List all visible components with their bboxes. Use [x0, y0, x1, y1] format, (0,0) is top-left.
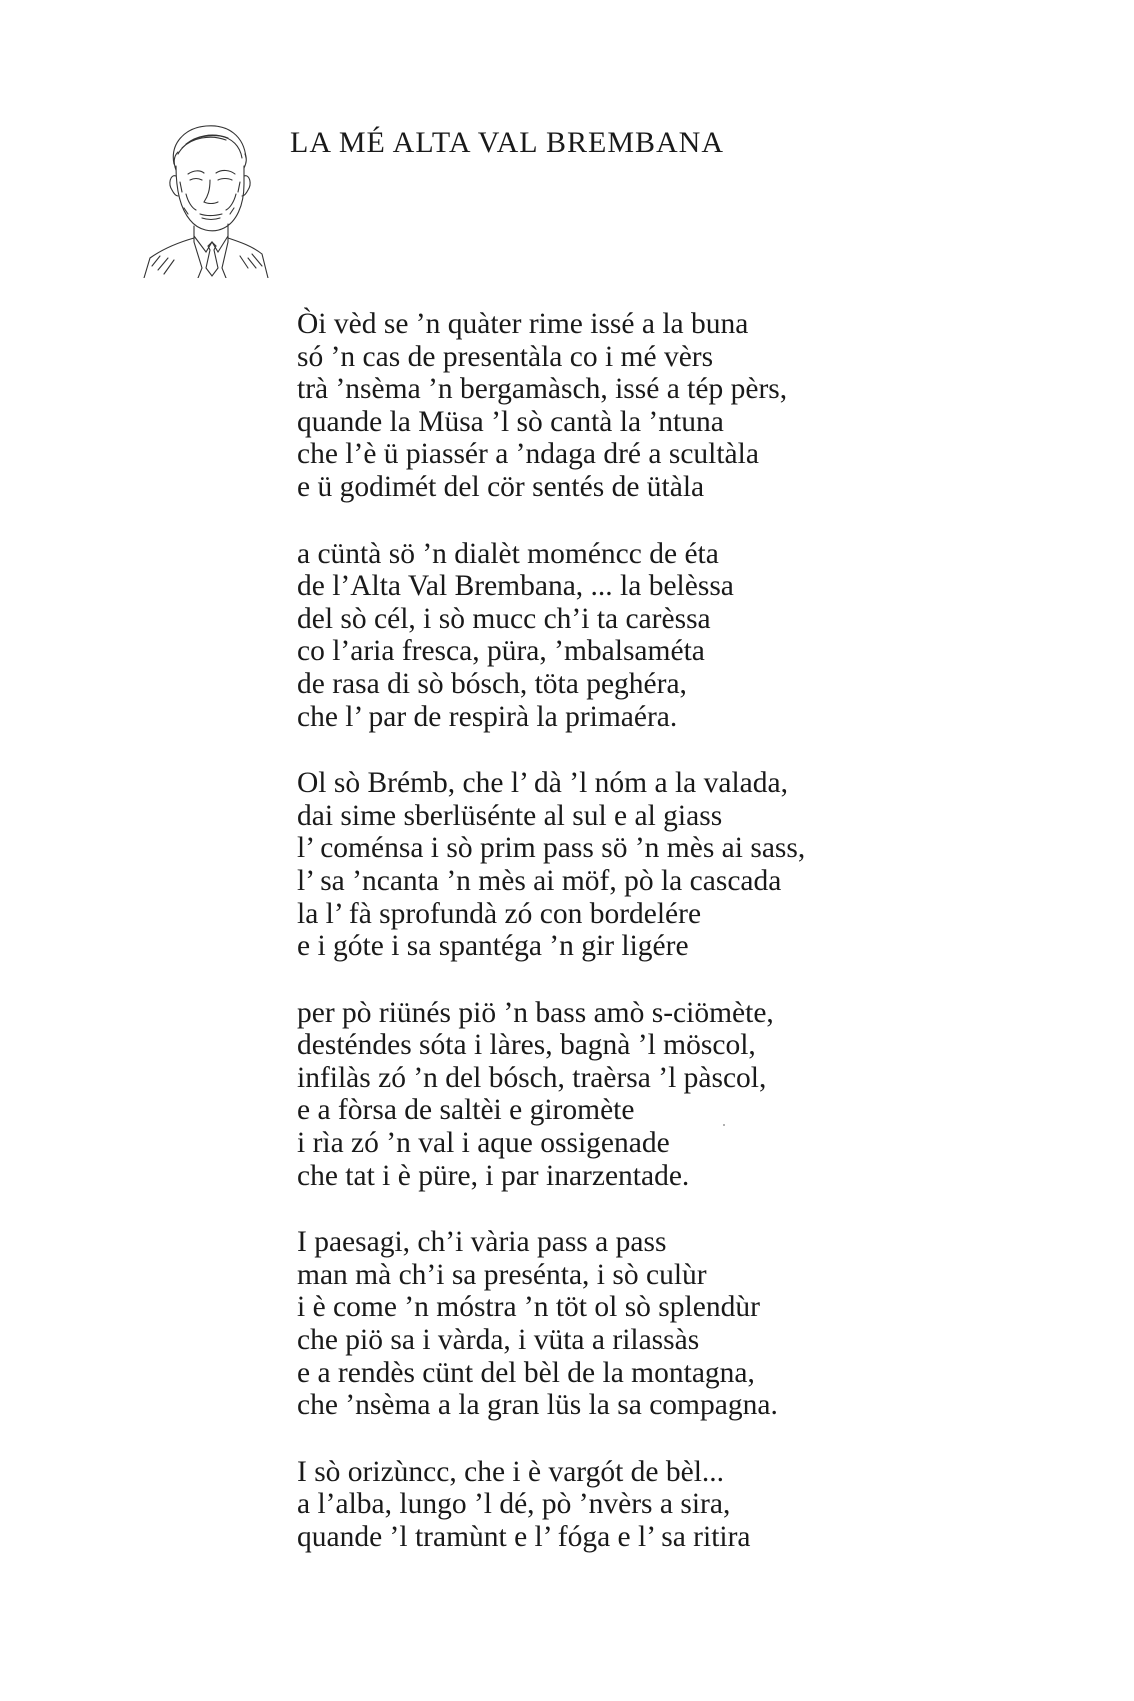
stanza — [297, 538, 1097, 734]
poem-line: e i góte i sa spantéga ’n gir ligére — [297, 930, 689, 963]
poem-line: e ü godimét del cör sentés de ütàla — [297, 470, 705, 503]
author-portrait — [140, 118, 272, 278]
poem-line: che ’nsèma a la gran lüs la sa compagna. — [297, 1389, 778, 1422]
poem-line: e a rendès cünt del bèl de la montagna, — [297, 1356, 755, 1389]
poem-line: co l’aria fresca, püra, ’mbalsaméta — [297, 635, 705, 668]
poem-line: i è come ’n móstra ’n töt ol sò splendùr — [297, 1291, 760, 1324]
poem-line: infilàs zó ’n del bósch, traèrsa ’l pàscol, — [297, 1061, 767, 1094]
poem-body — [297, 308, 1097, 1588]
poem-line: só ’n cas de presentàla co i mé vèrs — [297, 340, 714, 373]
poem-line: e a fòrsa de saltèi e giromète — [297, 1094, 635, 1127]
poem-line: che l’ par de respirà la primaéra. — [297, 700, 678, 733]
stanza — [297, 1226, 1097, 1422]
poem-line: I paesagi, ch’i vària pass a pass — [297, 1226, 667, 1259]
poem-line: l’ coménsa i sò prim pass sö ’n mès ai sass, — [297, 832, 806, 865]
poem-line: Òi vèd se ’n quàter rime issé a la buna — [297, 308, 749, 340]
poem-line: de rasa di sò bósch, töta peghéra, — [297, 667, 687, 700]
poem-line: man mà ch’i sa preséntа, i sò culùr — [297, 1258, 707, 1291]
poem-line: l’ sa ’ncanta ’n mès ai möf, pò la cascada — [297, 864, 782, 897]
poem-line: i rìa zó ’n val i aque ossigenade — [297, 1127, 670, 1160]
poem-line: quande la Müsa ’l sò cantà la ’ntuna — [297, 405, 724, 438]
poem-line: quande ’l tramùnt e l’ fóga e l’ sa ritira — [297, 1521, 751, 1553]
stanza — [297, 308, 1097, 504]
poem-line: de l’Alta Val Brembana, ... la belèssa — [297, 570, 734, 603]
stanza — [297, 997, 1097, 1193]
poem-line: per pò riünés piö ’n bass amò s-ciömète, — [297, 996, 774, 1029]
poem-line: dai sime sberlüsénte al sul e al giass — [297, 799, 723, 832]
print-speck — [723, 1124, 725, 1126]
poem-line: Ol sò Brémb, che l’ dà ’l nóm a la valada, — [297, 767, 788, 800]
stanza — [297, 1456, 1097, 1554]
poem-line: che piö sa i vàrda, i vüta a rilassàs — [297, 1324, 700, 1357]
poem-line: a cüntà sö ’n dialèt moméncc de éta — [297, 537, 719, 570]
poem-line: a l’alba, lungo ’l dé, pò ’nvèrs a sira, — [297, 1488, 731, 1521]
poem-line: la l’ fà sprofundà zó con bordelére — [297, 897, 702, 930]
poem-line: del sò cél, i sò mucc ch’i ta carèssa — [297, 602, 711, 635]
poem-line: desténdes sóta i làres, bagnà ’l möscol, — [297, 1029, 756, 1062]
poem-line: trà ’nsèma ’n bergamàsch, issé a tép pèrs, — [297, 373, 788, 406]
poem-line: I sò orizùncc, che i è vargót de bèl... — [297, 1455, 725, 1488]
poem-line: che tat i è püre, i par inarzentade. — [297, 1159, 690, 1192]
poem-line: che l’è ü piassér a ’ndaga dré a scultàla — [297, 438, 759, 471]
author-portrait-icon — [140, 118, 272, 278]
poem-title: LA MÉ ALTA VAL BREMBANA — [290, 126, 725, 159]
stanza — [297, 767, 1097, 963]
